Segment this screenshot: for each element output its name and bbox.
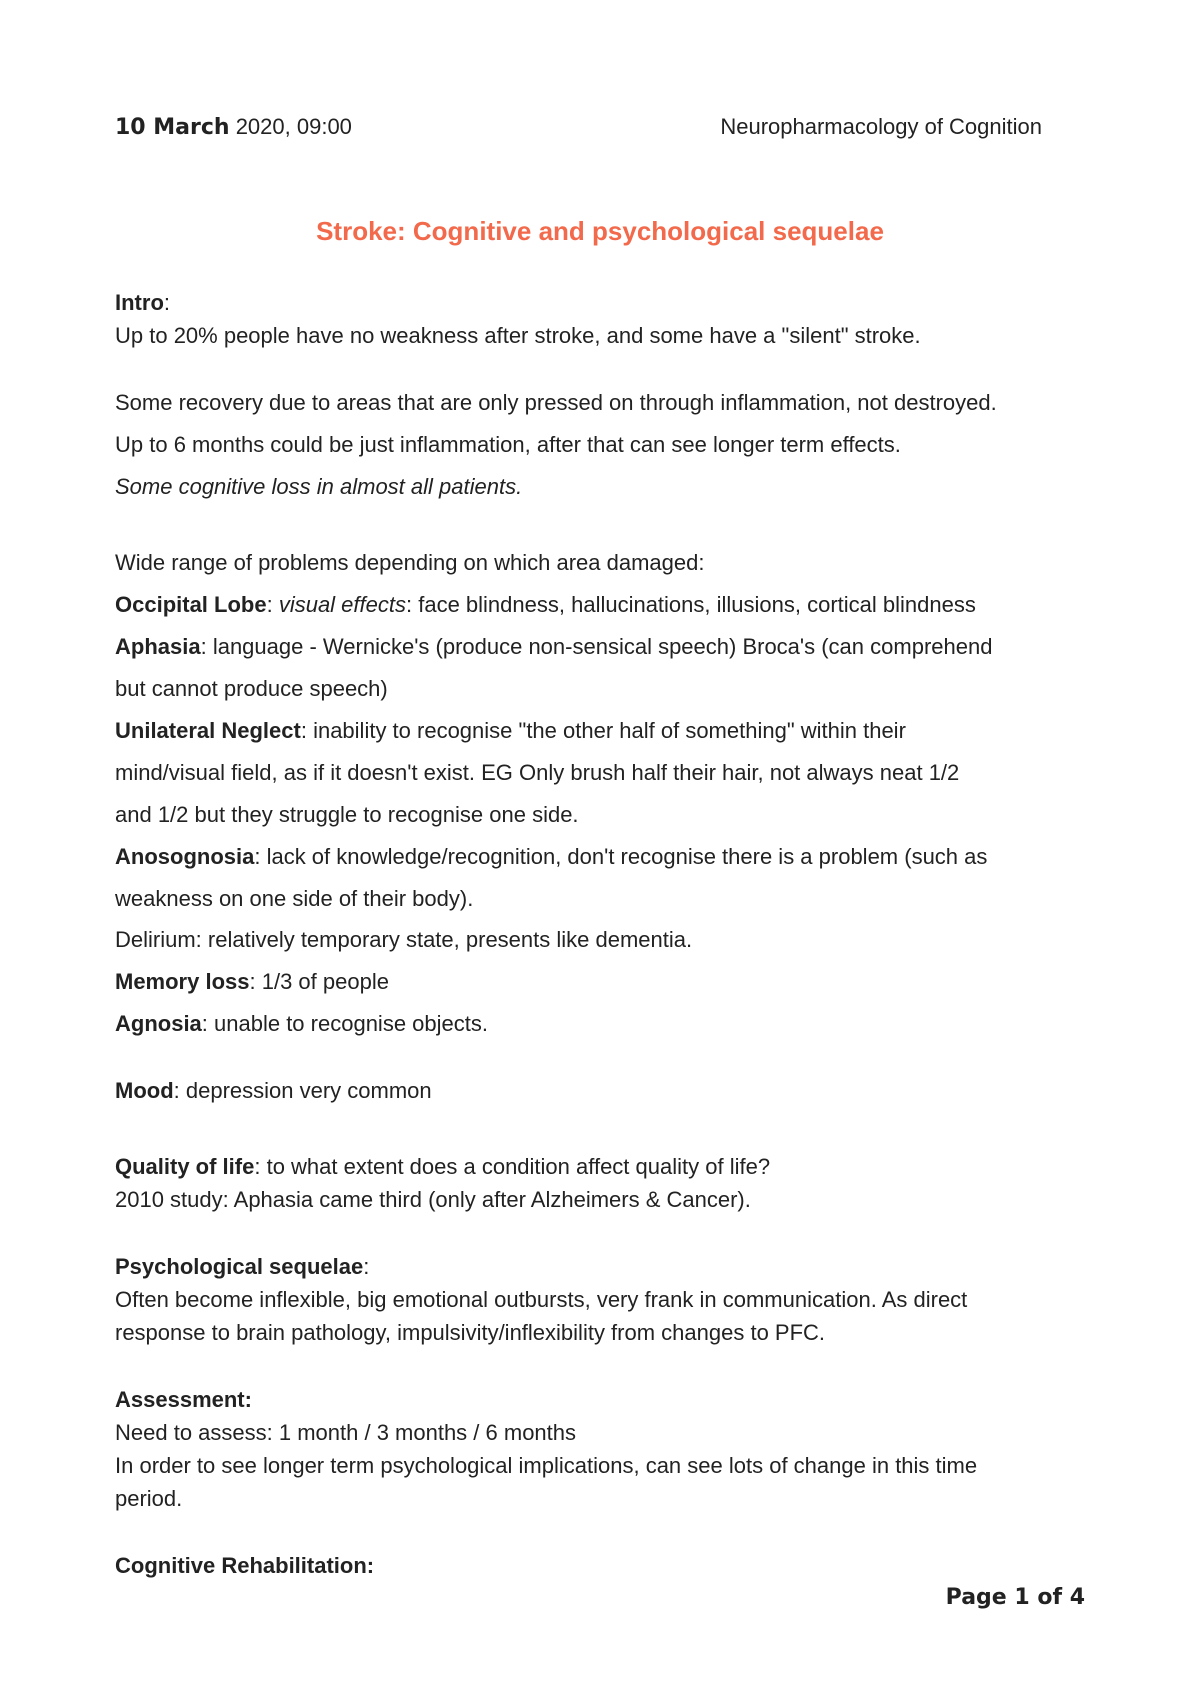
intro-heading: Intro: [115,290,171,315]
quality-line: Quality of life: to what extent does a condition affect quality of life? [115,1154,771,1179]
problems-lead: Wide range of problems depending on which area damaged: [115,550,705,575]
problem-occipital: Occipital Lobe: visual effects: face blindness, hallucinations, illusions, cortical blindness [115,592,976,617]
rehab-heading: Cognitive Rehabilitation: [115,1553,375,1578]
assessment-heading: Assessment: [115,1387,252,1412]
lecture-date: 10 March 2020, 09:00 [115,114,352,140]
psych-line: response to brain pathology, impulsivity/inflexibility from changes to PFC. [115,1320,826,1345]
quality-study: 2010 study: Aphasia came third (only after Alzheimers & Cancer). [115,1187,751,1212]
mood-line: Mood: depression very common [115,1078,432,1103]
assessment-line: period. [115,1486,183,1511]
intro-line: Some cognitive loss in almost all patients. [115,474,523,499]
psych-heading: Psychological sequelae: [115,1254,370,1279]
intro-line: Up to 20% people have no weakness after stroke, and some have a "silent" stroke. [115,323,921,348]
page-title: Stroke: Cognitive and psychological sequelae [316,216,884,246]
problem-neglect-cont: and 1/2 but they struggle to recognise one side. [115,802,579,827]
page-number: Page 1 of 4 [945,1585,1085,1610]
course-name: Neuropharmacology of Cognition [720,114,1042,139]
problem-neglect-cont: mind/visual field, as if it doesn't exist. EG Only brush half their hair, not always neat 1/2 [115,760,960,785]
problem-memory: Memory loss: 1/3 of people [115,969,389,994]
assessment-line: In order to see longer term psychological implications, can see lots of change in this time [115,1453,978,1478]
assessment-line: Need to assess: 1 month / 3 months / 6 months [115,1420,577,1445]
problem-neglect: Unilateral Neglect: inability to recognise "the other half of something" within their [115,718,906,743]
problem-anosognosia: Anosognosia: lack of knowledge/recognition, don't recognise there is a problem (such as [115,844,988,869]
problem-agnosia: Agnosia: unable to recognise objects. [115,1011,488,1036]
problem-aphasia-cont: but cannot produce speech) [115,676,388,701]
problem-aphasia: Aphasia: language - Wernicke's (produce non-sensical speech) Broca's (can comprehend [115,634,993,659]
problem-anosognosia-cont: weakness on one side of their body). [115,886,474,911]
psych-line: Often become inflexible, big emotional outbursts, very frank in communication. As direct [115,1287,968,1312]
intro-line: Up to 6 months could be just inflammation, after that can see longer term effects. [115,432,901,457]
intro-line: Some recovery due to areas that are only pressed on through inflammation, not destroyed. [115,390,997,415]
problem-delirium: Delirium: relatively temporary state, presents like dementia. [115,927,693,952]
